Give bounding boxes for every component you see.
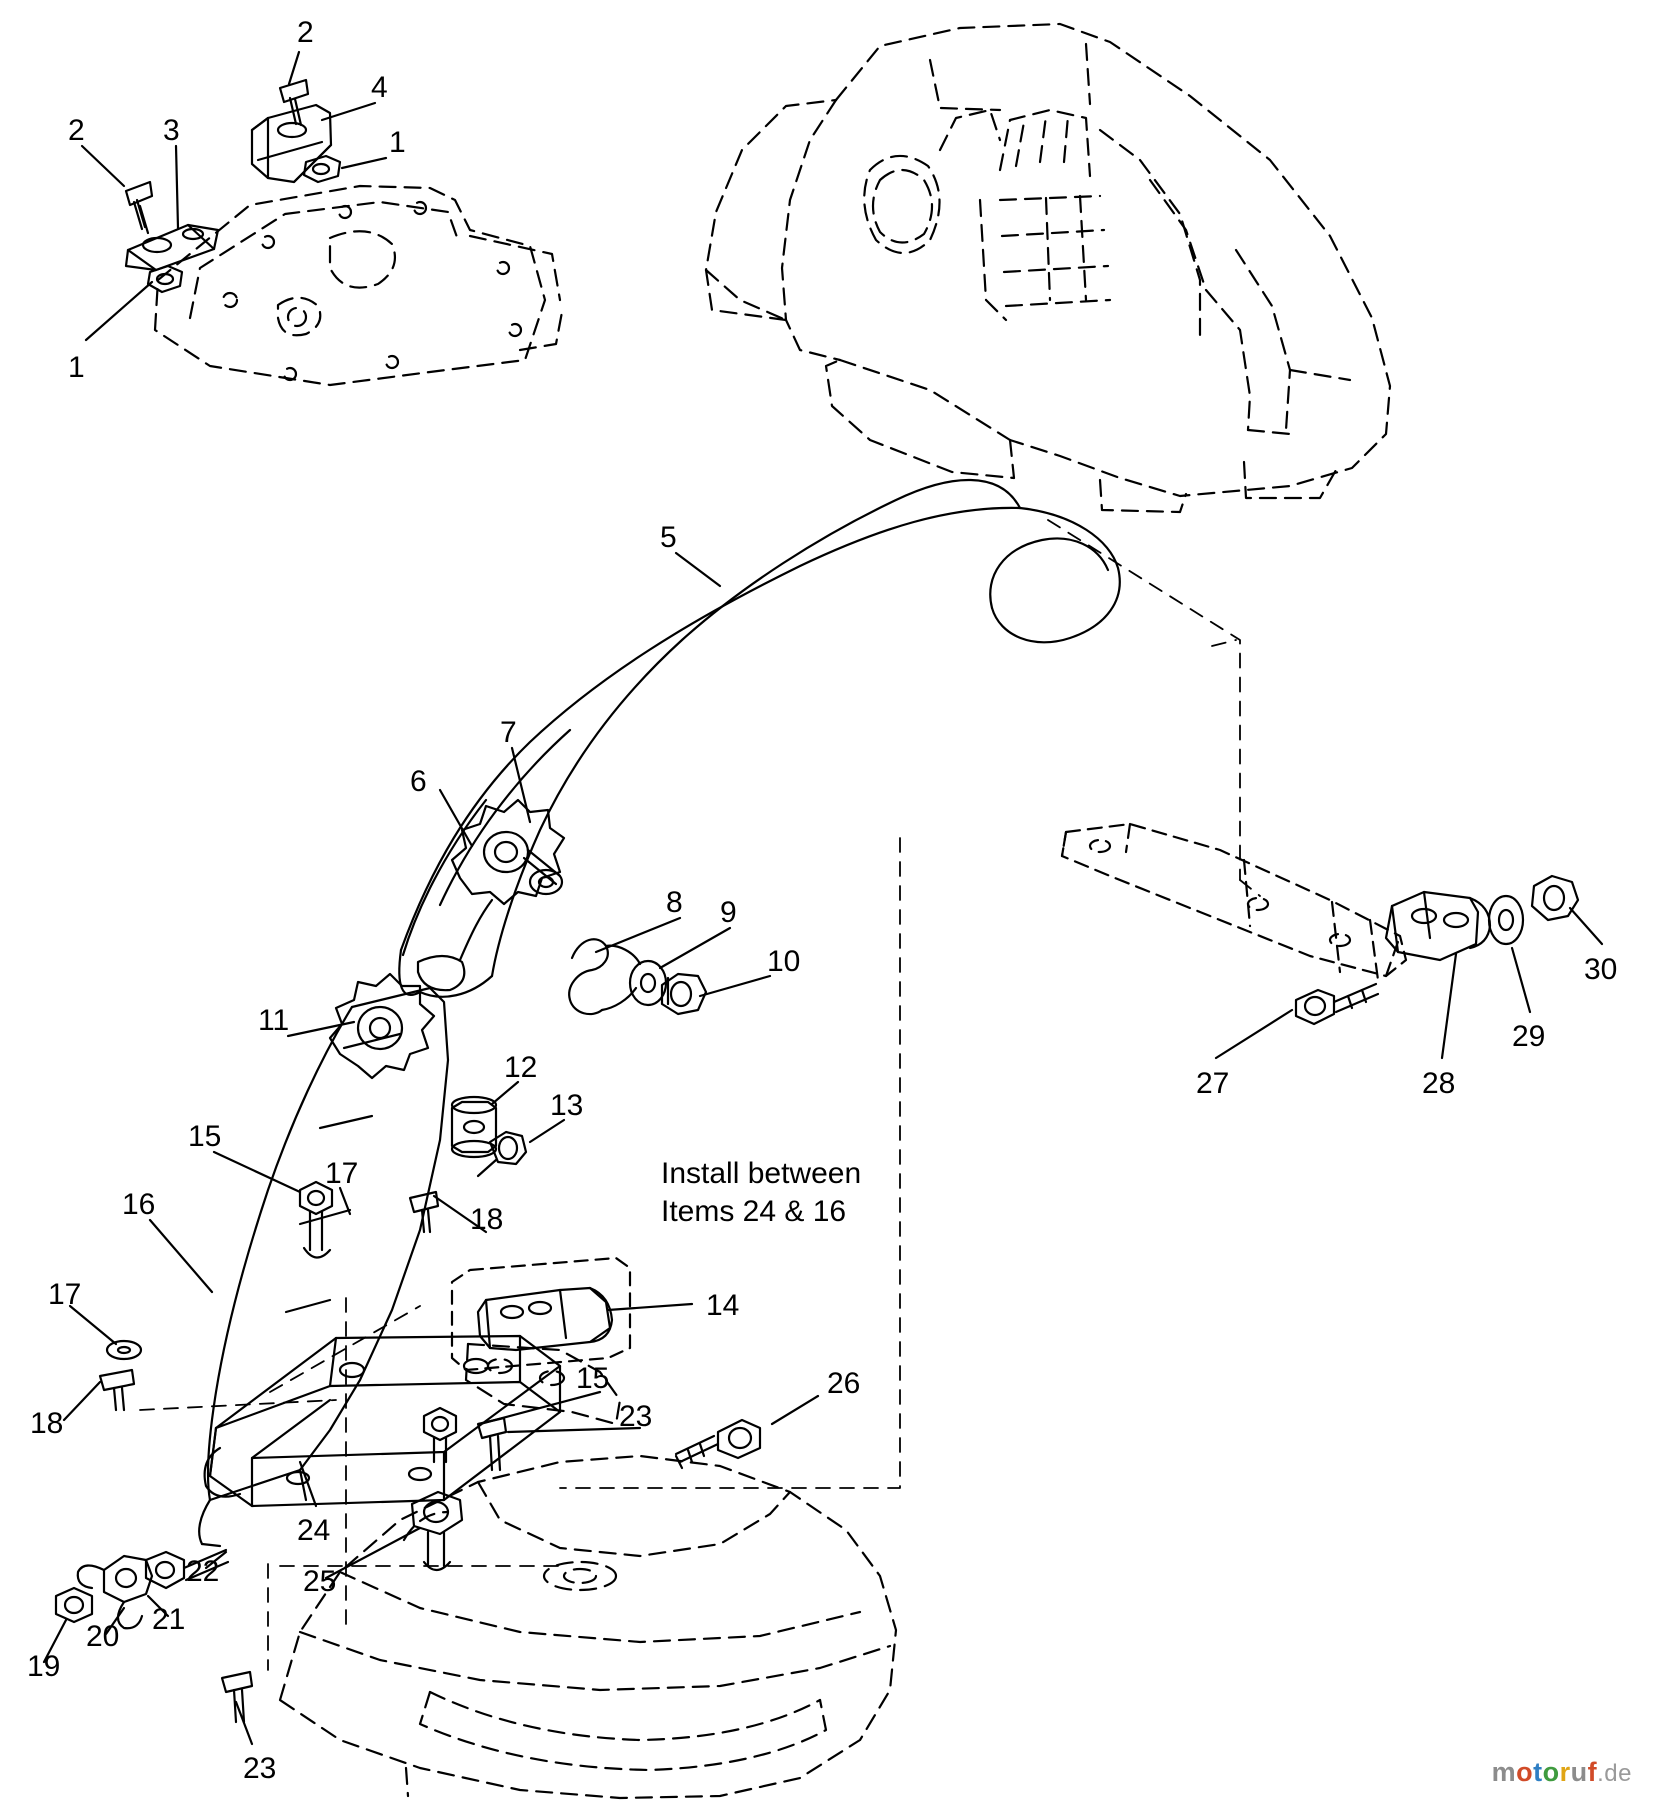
callout-16: 16 xyxy=(122,1188,156,1221)
callout-27: 27 xyxy=(1196,1067,1230,1100)
callout-6: 6 xyxy=(410,765,427,798)
part-28-support-arm-phantom xyxy=(1062,824,1406,980)
watermark-letter-o1: o xyxy=(1516,1757,1534,1787)
callout-15-upper: 15 xyxy=(188,1120,222,1153)
callout-28: 28 xyxy=(1422,1067,1456,1100)
callout-2-left: 2 xyxy=(68,114,85,147)
part-10-lock-nut xyxy=(662,974,706,1014)
install-note-line-2: Items 24 & 16 xyxy=(661,1195,847,1229)
callout-20: 20 xyxy=(86,1620,120,1653)
callout-17-lower: 17 xyxy=(48,1278,82,1311)
watermark-letter-m: m xyxy=(1491,1757,1517,1787)
callout-1-left: 1 xyxy=(68,351,85,384)
callout-2-top: 2 xyxy=(297,16,314,49)
callout-26: 26 xyxy=(827,1367,861,1400)
callout-13: 13 xyxy=(550,1089,584,1122)
callout-1-right: 1 xyxy=(389,126,406,159)
callout-leaders xyxy=(44,553,1602,1744)
part-21-wing-knob xyxy=(78,1556,152,1628)
callout-7: 7 xyxy=(500,716,517,749)
part-14-bracket xyxy=(478,1288,612,1350)
part-23-screw-upper xyxy=(478,1418,506,1470)
callout-23-upper: 23 xyxy=(619,1400,653,1433)
callout-21: 21 xyxy=(152,1603,186,1636)
callout-25: 25 xyxy=(303,1565,337,1598)
part-8-hairpin-clip xyxy=(569,939,640,1014)
watermark-letter-f: f xyxy=(1587,1757,1598,1787)
callout-11: 11 xyxy=(258,1004,290,1037)
watermark-letter-u: u xyxy=(1570,1757,1588,1787)
callout-12: 12 xyxy=(504,1051,538,1084)
callout-24: 24 xyxy=(297,1514,331,1547)
callout-3: 3 xyxy=(163,114,180,147)
part-1-nut-left xyxy=(148,266,182,292)
part-12-spacer xyxy=(452,1097,496,1157)
callout-9: 9 xyxy=(720,896,737,929)
callout-19: 19 xyxy=(27,1650,61,1683)
watermark-letter-r: r xyxy=(1559,1757,1571,1787)
part-4-mount-block xyxy=(252,105,331,182)
callout-5: 5 xyxy=(660,521,677,554)
part-28-bracket xyxy=(1386,892,1490,960)
mower-deck-phantom xyxy=(280,1344,896,1798)
part-1-nut-right xyxy=(304,156,340,182)
part-23-screw-lower xyxy=(222,1672,252,1722)
part-24-mounting-plate xyxy=(205,1336,560,1506)
part-25-stud xyxy=(412,1492,462,1570)
install-note xyxy=(661,1155,861,1232)
part-29-washer xyxy=(1489,896,1523,944)
construction-lines xyxy=(140,520,1260,1670)
part-30-nut xyxy=(1532,876,1578,920)
callout-18-lower: 18 xyxy=(30,1407,64,1440)
install-note-line-1: Install between xyxy=(661,1157,862,1190)
hood-phantom xyxy=(706,24,1390,512)
watermark-motoruf xyxy=(1492,1757,1632,1788)
part-2-screw-top xyxy=(280,80,308,125)
callout-18-upper: 18 xyxy=(470,1203,504,1236)
part-18-screw-left xyxy=(100,1370,134,1410)
callout-10: 10 xyxy=(767,945,801,978)
callout-15-lower: 15 xyxy=(576,1362,610,1395)
part-3-flat-bracket xyxy=(126,225,218,270)
watermark-suffix: .de xyxy=(1597,1760,1632,1787)
callout-4: 4 xyxy=(371,71,388,104)
part-17-washer-left xyxy=(107,1341,141,1359)
callout-30: 30 xyxy=(1584,953,1618,986)
part-11-knob-lower xyxy=(330,974,434,1078)
part-2-screw-left xyxy=(126,182,152,233)
deck-plate-phantom xyxy=(155,186,562,385)
callout-23-lower: 23 xyxy=(243,1752,277,1785)
callout-14: 14 xyxy=(706,1289,740,1322)
part-16-lower-chute xyxy=(199,988,448,1546)
watermark-letter-t: t xyxy=(1533,1757,1543,1787)
callout-29: 29 xyxy=(1512,1020,1546,1053)
callout-17-upper: 17 xyxy=(325,1157,359,1190)
callout-22: 22 xyxy=(186,1555,220,1588)
part-27-bolt xyxy=(1296,984,1378,1024)
part-19-nut-lower xyxy=(56,1588,92,1622)
watermark-letter-o2: o xyxy=(1542,1757,1560,1787)
part-20-nut xyxy=(146,1552,184,1588)
part-13-bolt xyxy=(478,1132,526,1176)
part-15-nut-lower xyxy=(424,1408,456,1462)
callout-8: 8 xyxy=(666,886,683,919)
part-26-bolt xyxy=(676,1420,760,1468)
